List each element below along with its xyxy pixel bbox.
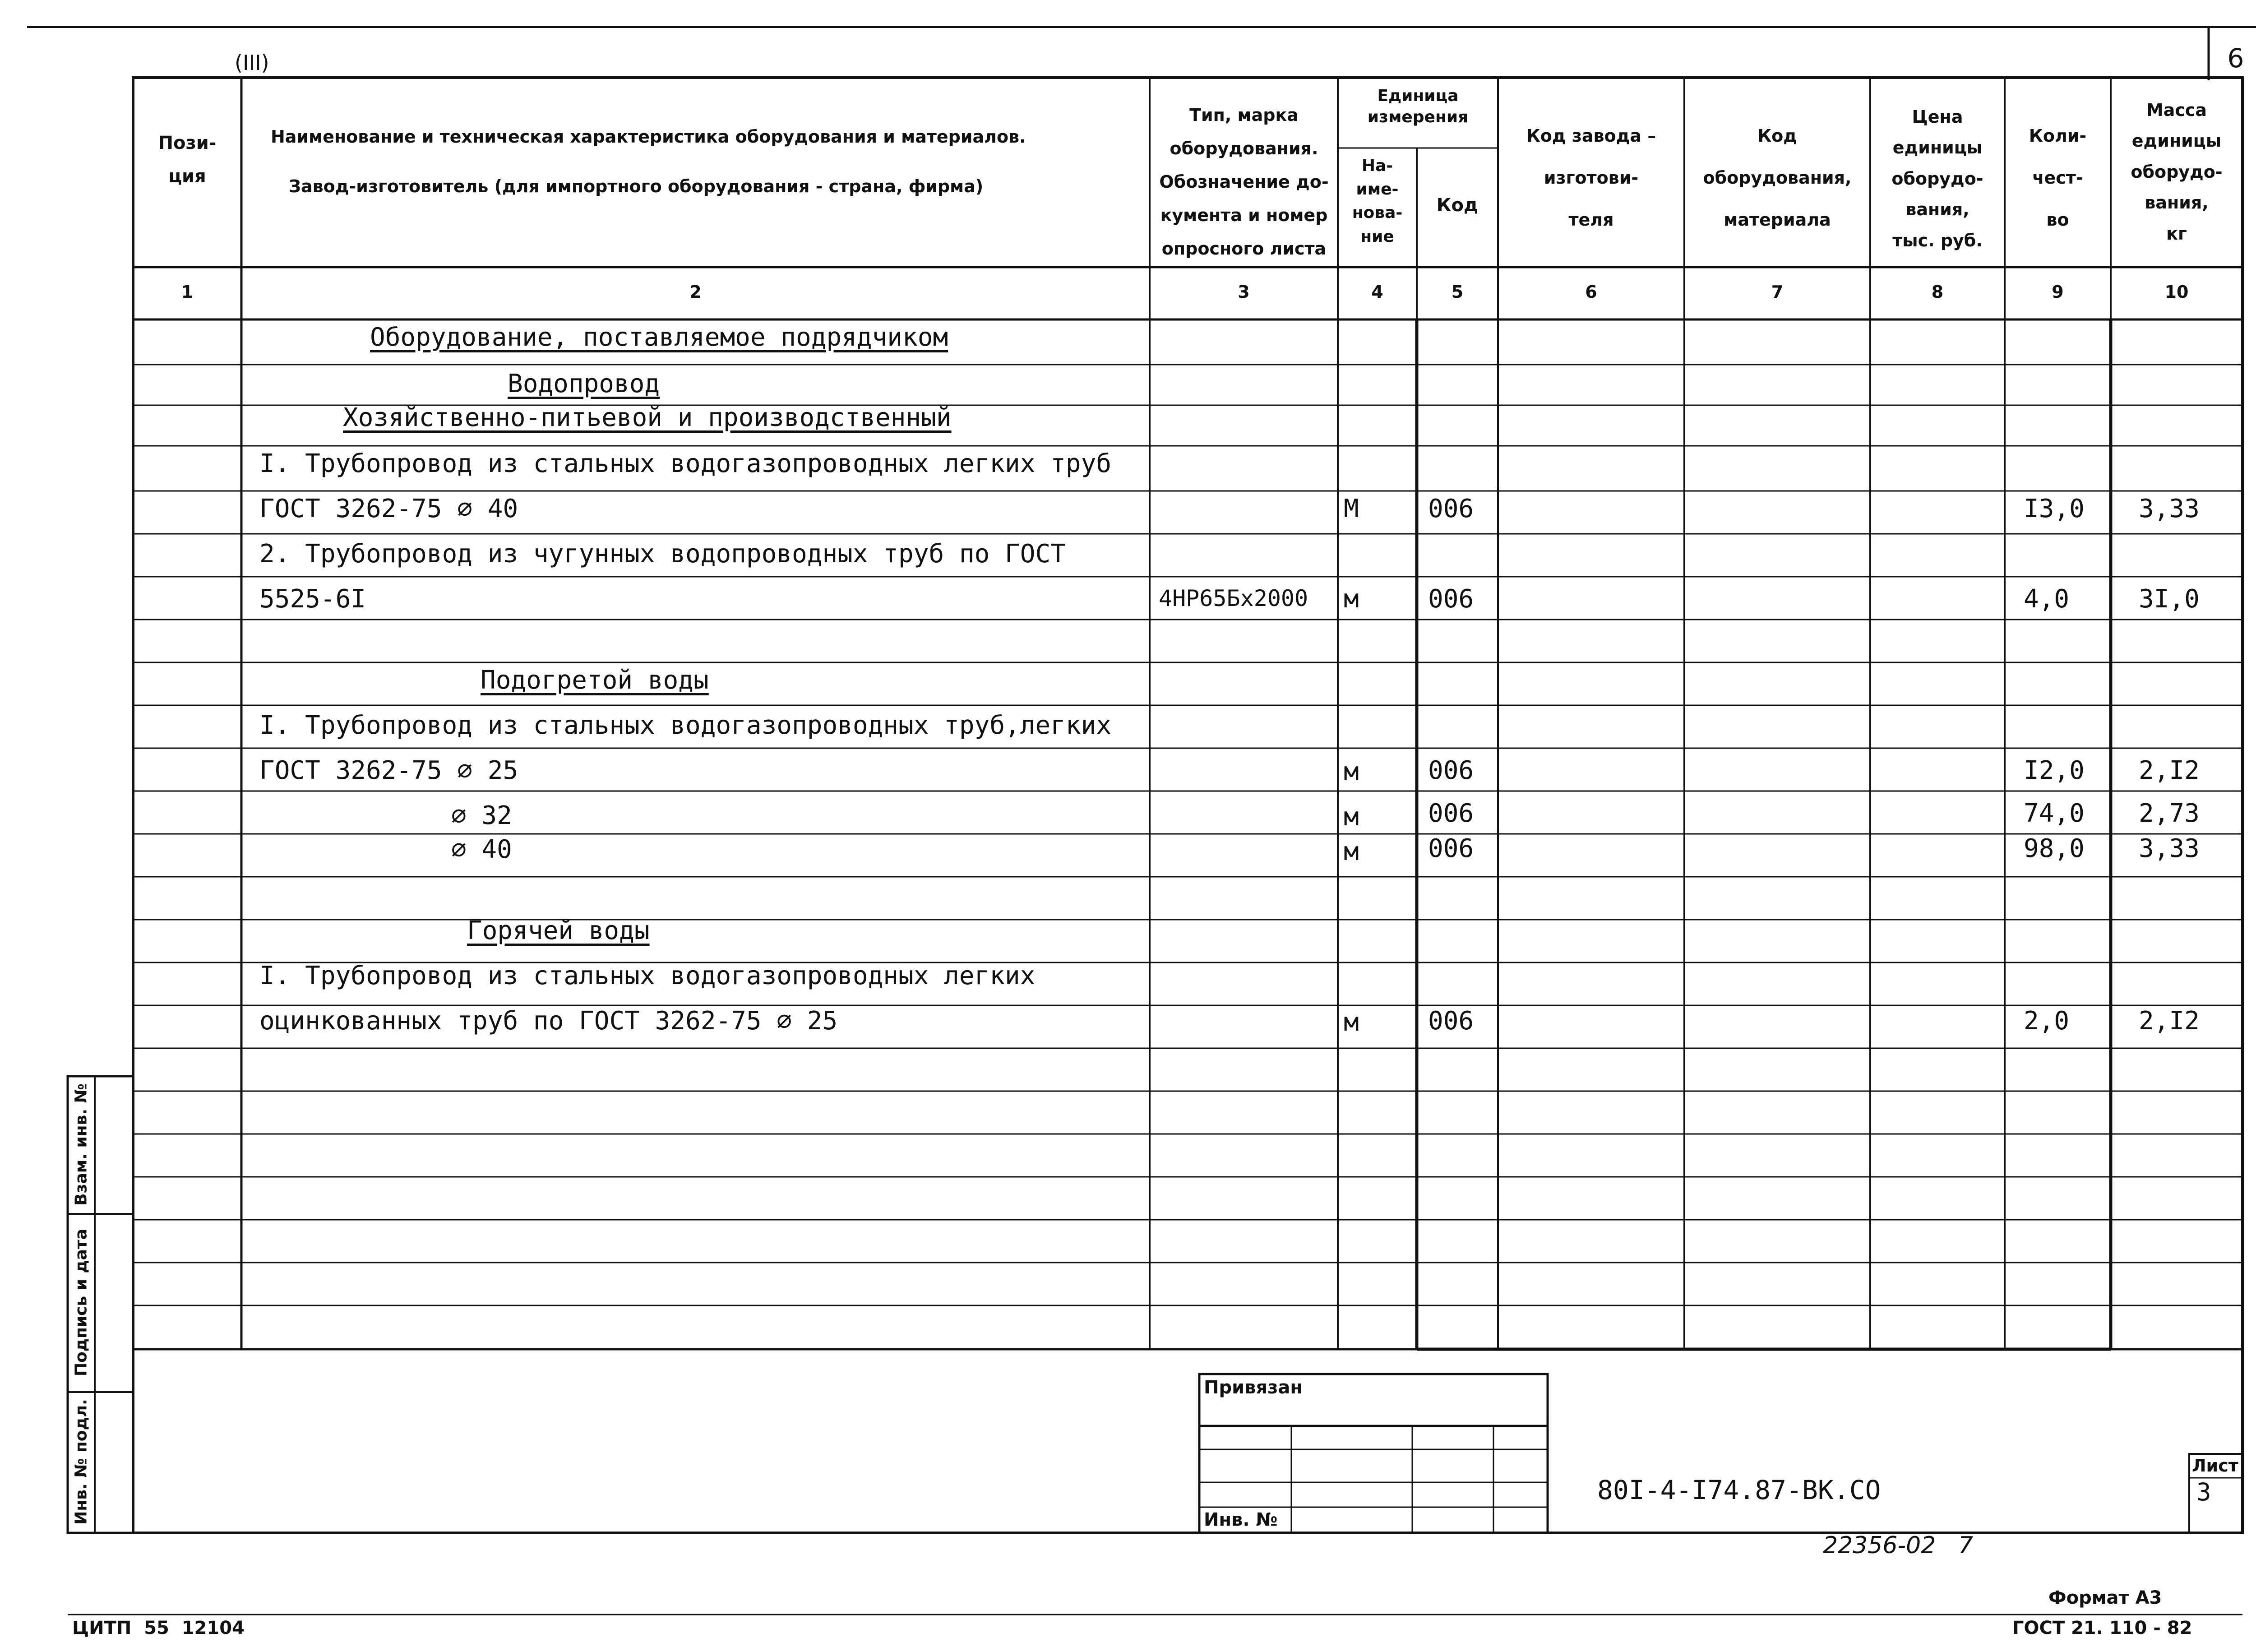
item-name: 5525-6I: [259, 584, 366, 614]
gost-reference: ГОСТ 21. 110 - 82: [2012, 1618, 2192, 1638]
item-unit: м: [1344, 837, 1359, 866]
page-number: 6: [2227, 43, 2244, 74]
item-unit-code: 006: [1428, 799, 1474, 828]
header-price: Цена единицы оборудо- вания, тыс. руб.: [1891, 107, 1983, 250]
item-name: ГОСТ 3262-75 ∅ 40: [259, 494, 518, 523]
footer-code: ЦИТП 55 12104: [72, 1618, 245, 1638]
item-unit: м: [1344, 802, 1359, 832]
column-number-9: 9: [2052, 282, 2064, 302]
format-label: Формат А3: [2048, 1587, 2162, 1608]
side-label-inv-podl: Инв. № подл.: [72, 1399, 91, 1525]
item-name: I. Трубопровод из стальных водогазопроводных труб,легких: [259, 711, 1112, 740]
item-mass: 3,33: [2139, 834, 2200, 863]
item-name: 2. Трубопровод из чугунных водопроводных труб по ГОСТ: [259, 539, 1066, 569]
column-number-3: 3: [1238, 282, 1250, 302]
item-name: ∅ 40: [451, 835, 512, 864]
header-position: Пози- ция: [158, 133, 217, 187]
item-unit: М: [1344, 494, 1359, 523]
section-heading: Подогретой воды: [481, 666, 709, 695]
column-number-7: 7: [1771, 282, 1784, 302]
header-quantity: Коли- чест- во: [2029, 126, 2087, 230]
column-number-1: 1: [181, 282, 194, 302]
item-quantity: I3,0: [2024, 494, 2085, 523]
section-heading: Оборудование, поставляемое подрядчиком: [370, 323, 948, 352]
item-unit: м: [1344, 1008, 1359, 1037]
item-name: I. Трубопровод из стальных водогазопроводных легких: [259, 961, 1036, 990]
section-heading: Хозяйственно-питьевой и производственный: [343, 403, 952, 432]
item-unit: м: [1344, 757, 1359, 787]
column-number-10: 10: [2164, 282, 2189, 302]
item-name: ГОСТ 3262-75 ∅ 25: [259, 756, 518, 785]
item-quantity: 74,0: [2024, 799, 2085, 828]
item-quantity: I2,0: [2024, 756, 2085, 785]
item-unit: м: [1344, 584, 1359, 614]
item-name: I. Трубопровод из стальных водогазопроводных легких труб: [259, 449, 1112, 478]
item-mass: 2,I2: [2139, 756, 2200, 785]
item-mass: 2,I2: [2139, 1006, 2200, 1036]
stamp-privyazan: Привязан: [1204, 1377, 1303, 1398]
section-heading: Горячей воды: [467, 916, 650, 945]
header-name-line2: Завод-изготовитель (для импортного оборудования - страна, фирма): [289, 176, 984, 196]
item-mass: 2,73: [2139, 799, 2200, 828]
column-number-6: 6: [1585, 282, 1597, 302]
item-quantity: 4,0: [2024, 584, 2070, 614]
stamp-inv-no: Инв. №: [1204, 1509, 1278, 1530]
column-number-2: 2: [689, 282, 702, 302]
sheet-value: 3: [2196, 1478, 2211, 1506]
item-type: 4НР65Бх2000: [1159, 585, 1308, 611]
column-number-8: 8: [1931, 282, 1944, 302]
header-type: Тип, марка оборудования. Обозначение до- кумента и номер опросного листа: [1159, 105, 1329, 259]
item-unit-code: 006: [1428, 1006, 1474, 1036]
corner-mark: (III): [235, 51, 269, 75]
header-unit-group: Единица измерения: [1367, 87, 1469, 126]
side-label-vzam-inv: Взам. инв. №: [72, 1083, 91, 1206]
item-mass: 3,33: [2139, 494, 2200, 523]
column-number-4: 4: [1371, 282, 1383, 302]
item-name: ∅ 32: [451, 801, 512, 830]
item-unit-code: 006: [1428, 584, 1474, 614]
side-label-signature-date: Подпись и дата: [72, 1229, 91, 1376]
header-factory-code: Код завода – изготови- теля: [1526, 126, 1656, 230]
header-unit-name: На- име- нова- ние: [1352, 157, 1403, 246]
section-heading: Водопровод: [508, 369, 660, 398]
item-mass: 3I,0: [2139, 584, 2200, 614]
header-mass: Масса единицы оборудо- вания, кг: [2131, 100, 2223, 244]
sheet-label: Лист: [2192, 1456, 2238, 1476]
header-unit-code: Код: [1436, 195, 1479, 216]
header-equipment-code: Код оборудования, материала: [1703, 126, 1852, 230]
header-name-line1: Наименование и техническая характеристика оборудования и материалов.: [271, 127, 1026, 147]
handwritten-number: 22356-02 7: [1823, 1532, 1974, 1559]
item-unit-code: 006: [1428, 494, 1474, 523]
item-unit-code: 006: [1428, 756, 1474, 785]
item-quantity: 98,0: [2024, 834, 2085, 863]
column-number-5: 5: [1451, 282, 1464, 302]
document-code: 80I-4-I74.87-ВК.СО: [1597, 1475, 1881, 1505]
item-unit-code: 006: [1428, 834, 1474, 863]
item-name: оцинкованных труб по ГОСТ 3262-75 ∅ 25: [259, 1006, 838, 1036]
item-quantity: 2,0: [2024, 1006, 2070, 1036]
